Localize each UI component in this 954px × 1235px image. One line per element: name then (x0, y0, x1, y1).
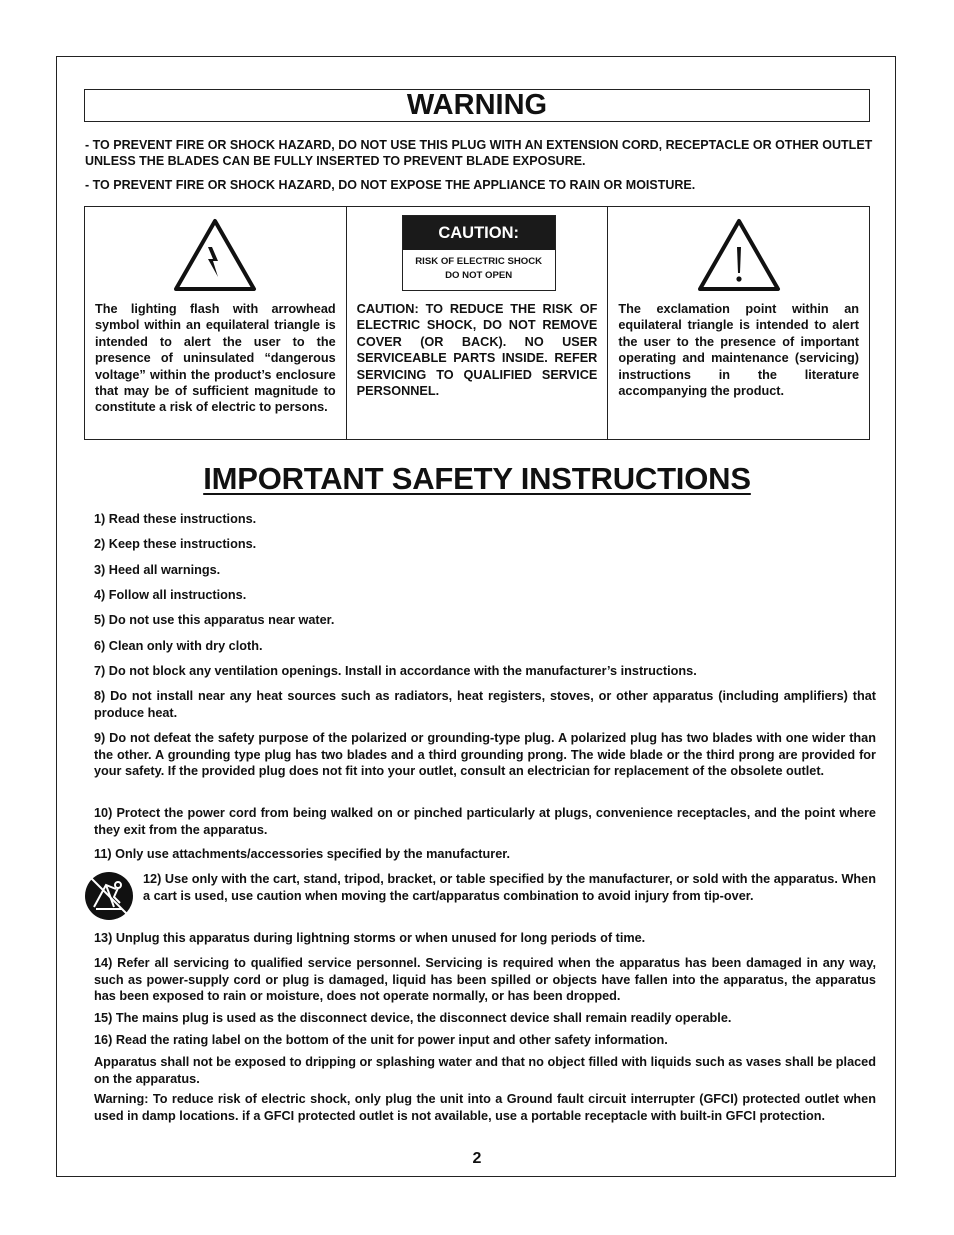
safety-item-15: 15) The mains plug is used as the disconnect device, the disconnect device shall remain readily operable. (94, 1011, 732, 1025)
safety-item-14: 14) Refer all servicing to qualified service personnel. Servicing is required when the apparatus has been damaged in any way, such as power-supply cord or plug is damaged, liquid has been spilled or objects have fallen into the apparatus, the apparatus has been exposed to rain or moisture, does not operate normally, or has been dropped. (94, 956, 876, 1003)
safety-item-2: 2) Keep these instructions. (94, 537, 257, 551)
caution-sublabel (403, 250, 555, 282)
caution-cell (346, 207, 608, 439)
caution-label: CAUTION: (403, 216, 555, 250)
exclamation-triangle-icon (696, 217, 782, 293)
warning-title: WARNING (84, 89, 870, 122)
safety-item-12: 12) Use only with the cart, stand, tripod, bracket, or table specified by the manufacturer, or sold with the apparatus. When a cart is used, use caution when moving the cart/apparatus combination to avoid injury from tip-over. (143, 872, 876, 903)
safety-item-5: 5) Do not use this apparatus near water. (94, 613, 335, 627)
warning-line-2: - TO PREVENT FIRE OR SHOCK HAZARD, DO NOT EXPOSE THE APPLIANCE TO RAIN OR MOISTURE. (85, 178, 696, 192)
lightning-triangle-icon (172, 217, 258, 293)
safety-item-10: 10) Protect the power cord from being walked on or pinched particularly at plugs, convenience receptacles, and the point where they exit from the apparatus. (94, 806, 876, 837)
safety-item-8: 8) Do not install near any heat sources such as radiators, heat registers, stoves, or other apparatus (including amplifiers) that produce heat. (94, 689, 876, 720)
caution-sub-line-1: RISK OF ELECTRIC SHOCK (415, 256, 543, 267)
safety-item-3: 3) Heed all warnings. (94, 563, 221, 577)
safety-item-1: 1) Read these instructions. (94, 512, 257, 526)
safety-item-6: 6) Clean only with dry cloth. (94, 639, 263, 653)
warning-line-1: - TO PREVENT FIRE OR SHOCK HAZARD, DO NOT USE THIS PLUG WITH AN EXTENSION CORD, RECEPTACLE OR OTHER OUTLET UNLESS THE BLADES CAN BE FULLY INSERTED TO PREVENT BLADE EXPOSURE. (85, 138, 873, 168)
exclamation-description: The exclamation point within an equilateral triangle is intended to alert the user to the presence of important operating and maintenance (servicing) instructions in the literature accompanying the product. (618, 302, 860, 399)
caution-label-box (402, 215, 556, 291)
caution-description: CAUTION: TO REDUCE THE RISK OF ELECTRIC SHOCK, DO NOT REMOVE COVER (OR BACK). NO USER SERVICEABLE PARTS INSIDE. REFER SERVICING TO QUALIFIED SERVICE PERSONNEL. (356, 302, 598, 399)
lightning-cell (85, 207, 346, 439)
safety-note-gfci: Warning: To reduce risk of electric shock, only plug the unit into a Ground fault circuit interrupter (GFCI) protected outlet when used in damp locations. if a GFCI protected outlet is not available, use a portable receptacle with built-in GFCI protection. (94, 1092, 876, 1123)
safety-note-dripping: Apparatus shall not be exposed to dripping or splashing water and that no object filled with liquids such as vases shall be placed on the apparatus. (94, 1055, 876, 1086)
safety-item-11: 11) Only use attachments/accessories specified by the manufacturer. (94, 847, 511, 861)
safety-item-9: 9) Do not defeat the safety purpose of the polarized or grounding-type plug. A polarized plug has two blades with one wider than the other. A grounding type plug has two blades and a third grounding prong. The wide blade or the third prong are provided for your safety. If the provided plug does not fit into your outlet, consult an electrician for replacement of the obsolete outlet. (94, 731, 876, 778)
caution-sub-line-2: DO NOT OPEN (445, 269, 513, 281)
warning-symbols-table (84, 206, 870, 440)
safety-item-13: 13) Unplug this apparatus during lightning storms or when unused for long periods of time. (94, 931, 646, 945)
safety-title (0, 459, 954, 499)
lightning-description: The lighting flash with arrowhead symbol within an equilateral triangle is intended to alert the user to the presence of uninsulated “dangerous voltage” within the product’s enclosure that may be of sufficient magnitude to constitute a risk of electric to persons. (95, 302, 336, 415)
safety-title-text: IMPORTANT SAFETY INSTRUCTIONS (203, 461, 751, 496)
safety-item-7: 7) Do not block any ventilation openings. Install in accordance with the manufacturer’s instructions. (94, 664, 697, 678)
page-number: 2 (472, 1150, 482, 1167)
cart-tipover-icon (84, 871, 134, 921)
safety-item-4: 4) Follow all instructions. (94, 588, 247, 602)
safety-item-16: 16) Read the rating label on the bottom of the unit for power input and other safety information. (94, 1033, 668, 1047)
exclamation-cell (607, 207, 869, 439)
